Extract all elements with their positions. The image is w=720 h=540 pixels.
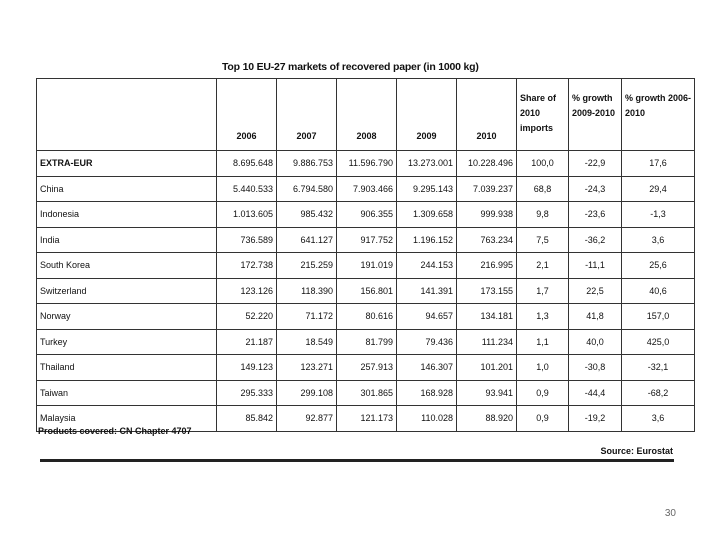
value-cell: 41,8 bbox=[569, 304, 622, 330]
value-cell: 156.801 bbox=[337, 278, 397, 304]
value-cell: 11.596.790 bbox=[337, 151, 397, 177]
value-cell: 29,4 bbox=[622, 176, 695, 202]
value-cell: 81.799 bbox=[337, 329, 397, 355]
value-cell: 1,3 bbox=[517, 304, 569, 330]
value-cell: 100,0 bbox=[517, 151, 569, 177]
value-cell: 17,6 bbox=[622, 151, 695, 177]
value-cell: 425,0 bbox=[622, 329, 695, 355]
value-cell: 157,0 bbox=[622, 304, 695, 330]
value-cell: -32,1 bbox=[622, 355, 695, 381]
value-cell: 18.549 bbox=[277, 329, 337, 355]
value-cell: 257.913 bbox=[337, 355, 397, 381]
header-row bbox=[37, 79, 695, 151]
value-cell: 173.155 bbox=[457, 278, 517, 304]
value-cell: -22,9 bbox=[569, 151, 622, 177]
value-cell: 80.616 bbox=[337, 304, 397, 330]
value-cell: 118.390 bbox=[277, 278, 337, 304]
country-cell: Malaysia bbox=[37, 406, 217, 432]
value-cell: 3,6 bbox=[622, 406, 695, 432]
country-cell: Indonesia bbox=[37, 202, 217, 228]
table-row bbox=[37, 227, 695, 253]
table-row bbox=[37, 253, 695, 279]
value-cell: 9,8 bbox=[517, 202, 569, 228]
value-cell: 7,5 bbox=[517, 227, 569, 253]
country-cell: China bbox=[37, 176, 217, 202]
value-cell: 22,5 bbox=[569, 278, 622, 304]
value-cell: 0,9 bbox=[517, 380, 569, 406]
value-cell: 149.123 bbox=[217, 355, 277, 381]
value-cell: 999.938 bbox=[457, 202, 517, 228]
value-cell: 917.752 bbox=[337, 227, 397, 253]
value-cell: 641.127 bbox=[277, 227, 337, 253]
value-cell: 172.738 bbox=[217, 253, 277, 279]
value-cell: 9.886.753 bbox=[277, 151, 337, 177]
value-cell: 79.436 bbox=[397, 329, 457, 355]
value-cell: 244.153 bbox=[397, 253, 457, 279]
country-cell: Turkey bbox=[37, 329, 217, 355]
value-cell: 5.440.533 bbox=[217, 176, 277, 202]
value-cell: -44,4 bbox=[569, 380, 622, 406]
country-cell: Switzerland bbox=[37, 278, 217, 304]
value-cell: 3,6 bbox=[622, 227, 695, 253]
value-cell: 111.234 bbox=[457, 329, 517, 355]
value-cell: 40,6 bbox=[622, 278, 695, 304]
value-cell: 7.903.466 bbox=[337, 176, 397, 202]
value-cell: 93.941 bbox=[457, 380, 517, 406]
value-cell: 88.920 bbox=[457, 406, 517, 432]
value-cell: 1.196.152 bbox=[397, 227, 457, 253]
value-cell: 134.181 bbox=[457, 304, 517, 330]
value-cell: 191.019 bbox=[337, 253, 397, 279]
value-cell: 906.355 bbox=[337, 202, 397, 228]
value-cell: 123.271 bbox=[277, 355, 337, 381]
divider bbox=[40, 459, 674, 462]
country-cell: South Korea bbox=[37, 253, 217, 279]
header-2010: 2010 bbox=[457, 79, 517, 151]
value-cell: 216.995 bbox=[457, 253, 517, 279]
value-cell: 13.273.001 bbox=[397, 151, 457, 177]
value-cell: 985.432 bbox=[277, 202, 337, 228]
products-note: Products covered: CN Chapter 4707 bbox=[38, 426, 192, 436]
value-cell: -11,1 bbox=[569, 253, 622, 279]
value-cell: 215.259 bbox=[277, 253, 337, 279]
header-country bbox=[37, 79, 217, 151]
header-growth-2009-2010: % growth 2009-2010 bbox=[569, 79, 622, 151]
value-cell: -23,6 bbox=[569, 202, 622, 228]
header-2007: 2007 bbox=[277, 79, 337, 151]
value-cell: 85.842 bbox=[217, 406, 277, 432]
value-cell: 1,1 bbox=[517, 329, 569, 355]
value-cell: 8.695.648 bbox=[217, 151, 277, 177]
value-cell: 1,0 bbox=[517, 355, 569, 381]
value-cell: 301.865 bbox=[337, 380, 397, 406]
table-row bbox=[37, 355, 695, 381]
value-cell: 168.928 bbox=[397, 380, 457, 406]
page-number: 30 bbox=[664, 508, 676, 519]
table-row bbox=[37, 304, 695, 330]
value-cell: 141.391 bbox=[397, 278, 457, 304]
value-cell: 68,8 bbox=[517, 176, 569, 202]
value-cell: 94.657 bbox=[397, 304, 457, 330]
country-cell: Norway bbox=[37, 304, 217, 330]
value-cell: 1.309.658 bbox=[397, 202, 457, 228]
value-cell: 110.028 bbox=[397, 406, 457, 432]
country-cell: EXTRA-EUR bbox=[37, 151, 217, 177]
value-cell: 10.228.496 bbox=[457, 151, 517, 177]
value-cell: -30,8 bbox=[569, 355, 622, 381]
value-cell: 25,6 bbox=[622, 253, 695, 279]
value-cell: 2,1 bbox=[517, 253, 569, 279]
value-cell: 71.172 bbox=[277, 304, 337, 330]
country-cell: India bbox=[37, 227, 217, 253]
country-cell: Thailand bbox=[37, 355, 217, 381]
value-cell: -1,3 bbox=[622, 202, 695, 228]
value-cell: 9.295.143 bbox=[397, 176, 457, 202]
value-cell: -24,3 bbox=[569, 176, 622, 202]
value-cell: 7.039.237 bbox=[457, 176, 517, 202]
value-cell: 123.126 bbox=[217, 278, 277, 304]
table-title: Top 10 EU-27 markets of recovered paper (in 1000 kg) bbox=[222, 61, 479, 73]
value-cell: -36,2 bbox=[569, 227, 622, 253]
header-2006: 2006 bbox=[217, 79, 277, 151]
value-cell: 52.220 bbox=[217, 304, 277, 330]
value-cell: 299.108 bbox=[277, 380, 337, 406]
value-cell: 21.187 bbox=[217, 329, 277, 355]
table-row bbox=[37, 278, 695, 304]
value-cell: 146.307 bbox=[397, 355, 457, 381]
source-label: Source: Eurostat bbox=[600, 446, 673, 456]
value-cell: -19,2 bbox=[569, 406, 622, 432]
country-cell: Taiwan bbox=[37, 380, 217, 406]
table-row bbox=[37, 151, 695, 177]
value-cell: 295.333 bbox=[217, 380, 277, 406]
header-growth-2006-2010: % growth 2006-2010 bbox=[622, 79, 695, 151]
value-cell: 40,0 bbox=[569, 329, 622, 355]
value-cell: 1.013.605 bbox=[217, 202, 277, 228]
table-row bbox=[37, 329, 695, 355]
value-cell: 1,7 bbox=[517, 278, 569, 304]
table-row bbox=[37, 202, 695, 228]
header-2009: 2009 bbox=[397, 79, 457, 151]
table-row bbox=[37, 176, 695, 202]
value-cell: 736.589 bbox=[217, 227, 277, 253]
value-cell: -68,2 bbox=[622, 380, 695, 406]
header-2008: 2008 bbox=[337, 79, 397, 151]
value-cell: 121.173 bbox=[337, 406, 397, 432]
value-cell: 101.201 bbox=[457, 355, 517, 381]
value-cell: 0,9 bbox=[517, 406, 569, 432]
table-row bbox=[37, 380, 695, 406]
markets-table bbox=[36, 78, 695, 432]
table-body bbox=[37, 151, 695, 432]
value-cell: 763.234 bbox=[457, 227, 517, 253]
value-cell: 92.877 bbox=[277, 406, 337, 432]
header-share-2010: Share of 2010 imports bbox=[517, 79, 569, 151]
value-cell: 6.794.580 bbox=[277, 176, 337, 202]
